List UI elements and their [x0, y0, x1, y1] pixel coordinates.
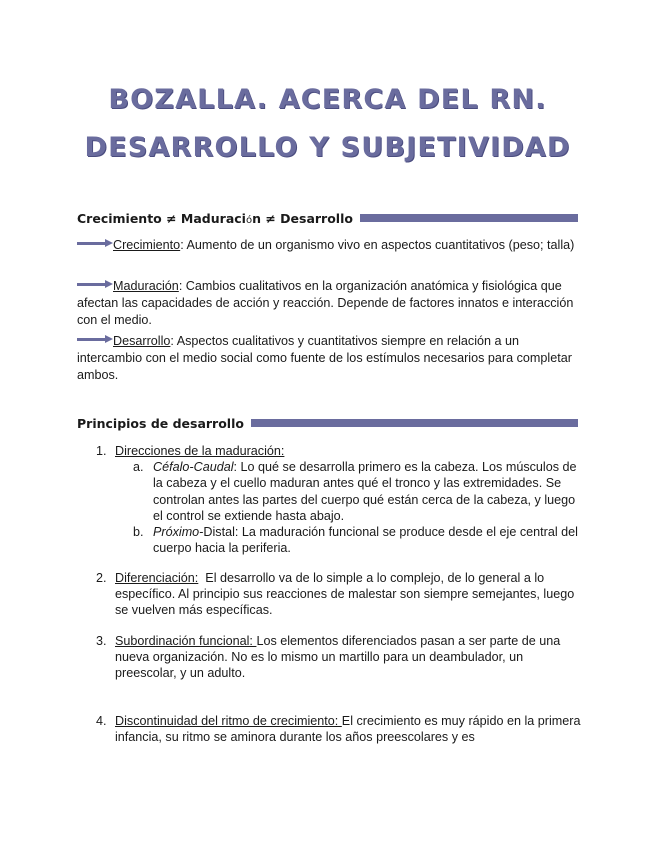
principle-item — [77, 570, 582, 619]
section-heading-label: Principios de desarrollo — [77, 415, 244, 431]
item-term: Discontinuidad del ritmo de crecimiento: — [115, 714, 342, 728]
definition-maduracion — [77, 278, 582, 329]
document-title-line-2: DESARROLLO Y SUBJETIVIDAD — [84, 132, 571, 163]
sub-item-letter: a. — [133, 460, 144, 475]
principle-item — [77, 713, 582, 745]
section-heading-crecimiento — [77, 208, 578, 228]
definition-text: : Aspectos cualitativos y cuantitativos siempre en relación a un intercambio con el medio social como fuente de los estímulos necesarios para completar ambos. — [77, 334, 572, 382]
definition-text: : Cambios cualitativos en la organización anatómica y fisiológica que afectan las capacidades de acción y reacción. Depende de factores innatos e interacción con el medio. — [77, 279, 574, 327]
definition-desarrollo — [77, 333, 582, 384]
principle-item — [77, 443, 582, 556]
item-text: Los elementos diferenciados pasan a ser parte de una nueva organización. No es lo mismo un martillo para un deambulador, un preescolar, y un adulto. — [115, 634, 561, 681]
principle-item — [77, 633, 582, 682]
definition-term: Desarrollo — [113, 334, 171, 348]
sub-item-letter: b. — [133, 525, 144, 540]
item-term: Subordinación funcional: — [115, 634, 257, 648]
item-term: Diferenciación: — [115, 571, 199, 585]
item-number: 1. — [96, 444, 107, 458]
heading-part-c: n ≠ Desarrollo — [252, 210, 353, 226]
arrow-right-icon — [77, 239, 113, 248]
item-number: 4. — [96, 714, 107, 728]
section-heading-principios — [77, 413, 578, 433]
heading-rule — [251, 419, 578, 427]
document-title-line-1: BOZALLA. ACERCA DEL RN. — [108, 84, 547, 115]
sub-item-term: Céfalo-Caudal — [153, 460, 234, 475]
definition-term: Maduración — [113, 279, 179, 293]
item-term: Direcciones de la maduración: — [115, 444, 285, 458]
definition-text: : Aumento de un organismo vivo en aspectos cuantitativos (peso; talla) — [180, 238, 575, 252]
sub-item-term: Próximo — [153, 525, 200, 540]
definition-term: Crecimiento — [113, 238, 181, 252]
sub-item — [133, 459, 582, 524]
sub-item-text: -Distal: La maduración funcional se produce desde el eje central del cuerpo hacia la periferia. — [153, 525, 578, 556]
heading-part-a: Crecimiento ≠ Maduraci — [77, 210, 246, 226]
heading-part-b: ó — [245, 214, 253, 226]
item-number: 2. — [96, 571, 107, 585]
sub-item — [133, 524, 582, 556]
sub-item-text: : Lo qué se desarrolla primero es la cabeza. Los músculos de la cabeza y el cuello maduran antes qué el tronco y las extremidades. Se controlan antes las partes del cuerpo qué están cerca de la cabeza, y luego el control se extiende hasta abajo. — [153, 460, 577, 523]
definition-crecimiento — [77, 237, 582, 254]
arrow-right-icon — [77, 280, 113, 289]
item-text: El desarrollo va de lo simple a lo complejo, de lo general a lo específico. Al principio sus reacciones de malestar son siempre semejantes, luego se vuelven más específicas. — [115, 571, 578, 618]
section-heading-label — [77, 211, 360, 226]
arrow-right-icon — [77, 335, 113, 344]
item-number: 3. — [96, 634, 107, 648]
item-text: El crecimiento es muy rápido en la primera infancia, su ritmo se aminora durante los años preescolares y es — [115, 714, 581, 745]
heading-rule — [360, 214, 578, 222]
